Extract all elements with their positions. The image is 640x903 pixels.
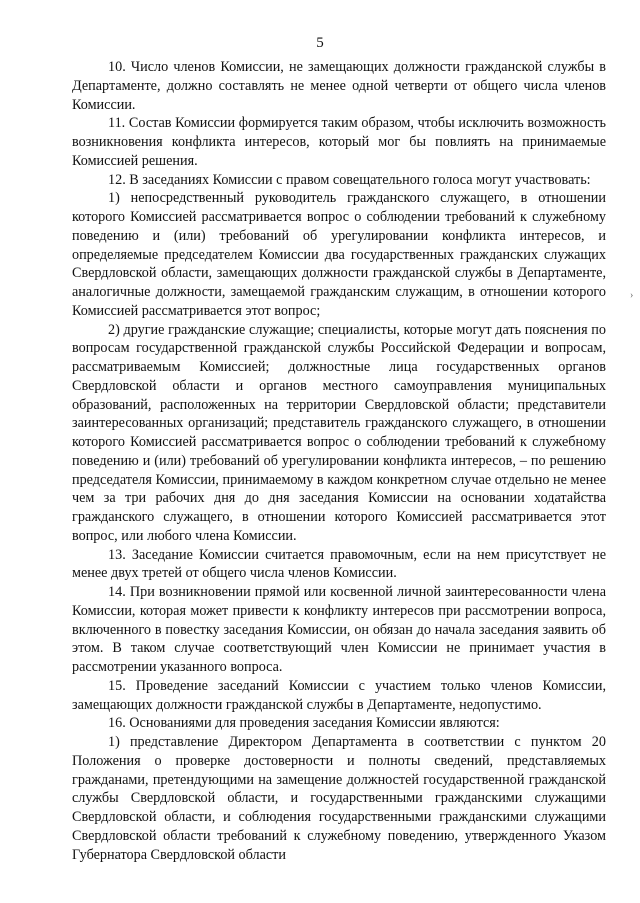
page-number: 5	[316, 35, 324, 51]
paragraph-14: 14. При возникновении прямой или косвенной личной заинтересованности члена Комиссии, которая может привести к конфликту интересов при рассмотрении вопроса, включенного в повестку заседания Комиссии, он обязан до начала заседания заявить об этом. В таком случае соответствующий член Комиссии не принимает участия в рассмотрении указанного вопроса.	[72, 584, 606, 675]
paragraph-15: 15. Проведение заседаний Комиссии с участием только членов Комиссии, замещающих должности гражданской службы в Департаменте, недопустимо.	[72, 677, 606, 713]
paragraph-12-item-1: 1) непосредственный руководитель гражданского служащего, в отношении которого Комиссией рассматривается вопрос о соблюдении требований к служебному поведению и (или) требований об урегулировании конфликта интересов, и определяемые председателем Комиссии два государственных гражданских служащих Свердловской области, замещающих должности гражданской службы в Департаменте, аналогичные должности, замещаемой гражданским служащим, в отношении которого Комиссией рассматривается этот вопрос;	[72, 190, 606, 319]
paragraph-16: 16. Основаниями для проведения заседания Комиссии являются:	[108, 715, 500, 732]
paragraph-12: 12. В заседаниях Комиссии с правом совещательного голоса могут участвовать:	[108, 171, 591, 188]
paragraph-11: 11. Состав Комиссии формируется таким образом, чтобы исключить возможность возникновения конфликта интересов, который мог бы повлиять на принимаемые Комиссией решения.	[72, 115, 606, 169]
paragraph-16-item-1: 1) представление Директором Департамента в соответствии с пунктом 20 Положения о проверке достоверности и полноты сведений, представляемых гражданами, претендующими на замещение должностей государственной гражданской службы Свердловской области, и государственными гражданскими служащими Свердловской области, и соблюдения государственными гражданскими служащими Свердловской области требований к служебному поведению, утвержденного Указом Губернатора Свердловской области	[72, 734, 606, 863]
paragraph-12-item-2: 2) другие гражданские служащие; специалисты, которые могут дать пояснения по вопросам государственной гражданской службы Российской Федерации и вопросам, рассматриваемым Комиссией; должностные лица государственных органов Свердловской области и органов местного самоуправления муниципальных образований, расположенных на территории Свердловской области; представители заинтересованных организаций; представитель гражданского служащего, в отношении которого Комиссией рассматривается вопрос о соблюдении требований к служебному поведению и (или) требований об урегулировании конфликта интересов, – по решению председателя Комиссии, принимаемому в каждом конкретном случае отдельно не менее чем за три рабочих дня до дня заседания Комиссии на основании ходатайства гражданского служащего, в отношении которого Комиссией рассматривается этот вопрос, или любого члена Комиссии.	[72, 321, 606, 544]
paragraph-13: 13. Заседание Комиссии считается правомочным, если на нем присутствует не менее двух третей от общего числа членов Комиссии.	[72, 546, 606, 582]
document-body	[72, 58, 606, 864]
paragraph-10: 10. Число членов Комиссии, не замещающих должности гражданской службы в Департаменте, должно составлять не менее одной четверти от общего числа членов Комиссии.	[72, 59, 606, 113]
margin-mark: ›	[630, 290, 634, 301]
